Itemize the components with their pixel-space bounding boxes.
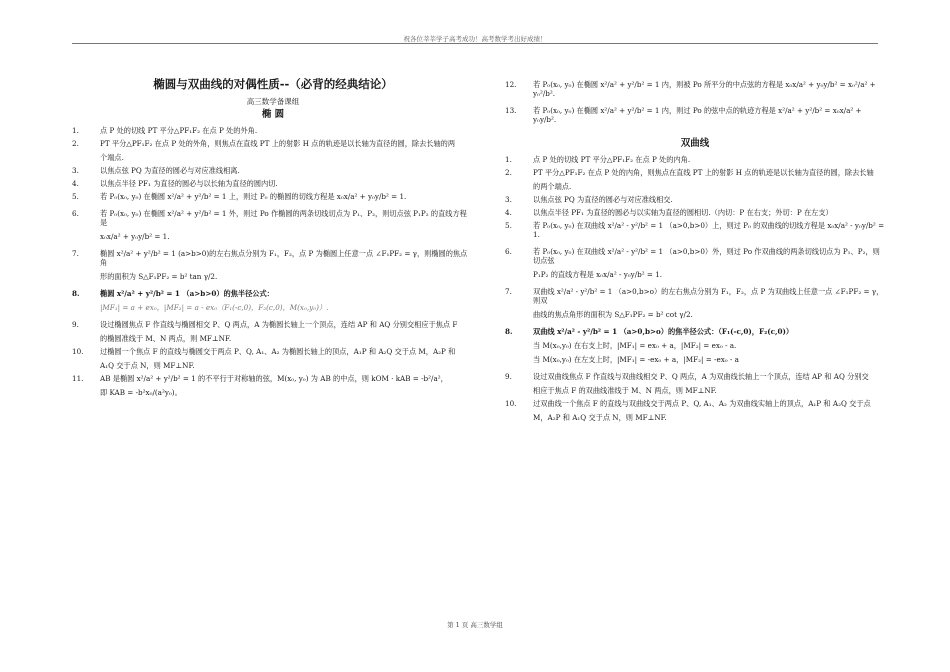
item-text: PT 平分△PF₁F₂ 在点 P 处的内角，则焦点在直线 PT 上的射影 H 点的轨迹是以长轴为直径的圆，除去长轴 <box>533 167 874 177</box>
item-text: 设过双曲线焦点 F 作直线与双曲线相交 P、Q 两点，A 为双曲线长轴上一个顶点，连结 AP 和 AQ 分别交 <box>533 371 869 381</box>
item-number: 8. <box>72 288 80 298</box>
item-text: P₁P₂ 的直线方程是 x₀x/a² - y₀y/b² = 1. <box>533 269 663 279</box>
ellipse-item-3 <box>72 166 474 175</box>
item-number: 1. <box>505 154 512 164</box>
left-column <box>72 77 474 405</box>
item-number: 11. <box>72 373 84 383</box>
item-text: 若 P₀(x₀, y₀) 在椭圆 x²/a² + y²/b² = 1 外，则过 Po 作椭圆的两条切线切点为 P₁、P₂，则切点弦 P₁P₂ 的直线方程是 <box>100 208 467 227</box>
ellipse-item-12 <box>505 80 885 98</box>
item-number: 6. <box>72 208 79 218</box>
item-text: 曲线的焦点角形的面积为 S△F₁PF₂ = b² cot γ/2. <box>533 309 693 319</box>
ellipse-item-2 <box>72 139 474 162</box>
hyperbola-item-4 <box>505 208 885 217</box>
item-text: 以焦点半径 PF₁ 为直径的圆必与以长轴为直径的圆内切. <box>100 178 278 188</box>
item-number: 12. <box>505 80 517 89</box>
item-text: 双曲线 x²/a² - y²/b² = 1 （a>0,b>o）的左右焦点分别为 F₁，F₂，点 P 为双曲线上任意一点 ∠F₁PF₂ = γ，则双 <box>533 286 884 305</box>
item-number: 4. <box>72 178 79 188</box>
item-text: 椭圆 x²/a² + y²/b² = 1 （a>b>0）的焦半径公式： <box>100 288 274 298</box>
item-text: AB 是椭圆 x²/a² + y²/b² = 1 的不平行于对称轴的弦，M(x₀, y₀) 为 AB 的中点，则 kOM · kAB = -b²/a²， <box>100 373 448 383</box>
hyperbola-item-10 <box>505 399 885 422</box>
ellipse-section-title: 椭 圆 <box>261 108 285 120</box>
item-number: 9. <box>72 319 79 329</box>
item-text: 设过椭圆焦点 F 作直线与椭圆相交 P、Q 两点，A 为椭圆长轴上一个顶点，连结 AP 和 AQ 分别交相应于焦点 F <box>100 319 458 329</box>
item-text: 双曲线 x²/a² - y²/b² = 1 （a>0,b>o）的焦半径公式：（F₁(-c,0)，F₂(c,0)） <box>533 326 794 336</box>
item-text: PT 平分△PF₁F₂ 在点 P 处的外角，则焦点在直线 PT 上的射影 H 点的轨迹是以长轴为直径的圆，除去长轴的两 <box>100 138 456 148</box>
item-text: 的椭圆准线于 M、N 两点，则 MF⊥NF. <box>100 333 232 343</box>
item-text: 当 M(x₀,y₀) 在右支上时，|MF₁| = ex₀ + a，|MF₂| = ex₀ - a. <box>533 340 737 350</box>
ellipse-item-7 <box>72 249 474 281</box>
item-text: 形的面积为 S△F₁PF₂ = b² tan γ/2. <box>100 271 218 281</box>
item-text: 点 P 处的切线 PT 平分△PF₁F₂ 在点 P 处的外角. <box>100 125 258 135</box>
item-text: 即 KAB = -b²x₀/(a²y₀)。 <box>100 387 182 397</box>
item-number: 9. <box>505 371 512 381</box>
item-number: 10. <box>505 398 517 408</box>
right-column <box>505 80 885 426</box>
header-rule <box>72 43 878 44</box>
item-text: 过椭圆一个焦点 F 的直线与椭圆交于两点 P、Q, A₁、A₂ 为椭圆长轴上的顶点，A₁P 和 A₂Q 交于点 M，A₂P 和 <box>100 346 456 356</box>
item-text: 个端点. <box>100 152 124 162</box>
item-number: 5. <box>72 191 79 201</box>
item-text: A₁Q 交于点 N，则 MF⊥NF. <box>100 360 195 370</box>
hyperbola-item-5 <box>505 221 885 239</box>
item-number: 5. <box>505 220 512 230</box>
item-text: M，A₂P 和 A₁Q 交于点 N，则 MF⊥NF. <box>533 412 667 422</box>
ellipse-item-1 <box>72 126 474 135</box>
ellipse-item-4 <box>72 179 474 188</box>
hyperbola-item-6 <box>505 247 885 279</box>
item-number: 3. <box>505 194 512 204</box>
item-text: 椭圆 x²/a² + y²/b² = 1 (a>b>0)的左右焦点分别为 F₁，F₂，点 P 为椭圆上任意一点 ∠F₁PF₂ = γ，则椭圆的焦点角 <box>100 248 468 267</box>
hyperbola-item-3 <box>505 195 885 204</box>
item-number: 4. <box>505 207 512 217</box>
item-text: 以焦点半径 PF₁ 为直径的圆必与以实轴为直径的圆相切.（内切：P 在右支；外切：P 在左支） <box>533 207 833 217</box>
item-number: 13. <box>505 106 517 115</box>
hyperbola-item-2 <box>505 168 885 191</box>
item-text: 若 P₀(x₀, y₀) 在椭圆 x²/a² + y²/b² = 1 上，则过 P₀ 的椭圆的切线方程是 x₀x/a² + y₀y/b² = 1. <box>100 191 407 201</box>
item-number: 6. <box>505 246 512 256</box>
item-number: 3. <box>72 165 79 175</box>
ellipse-item-13 <box>505 106 885 124</box>
item-text: 过双曲线一个焦点 F 的直线与双曲线交于两点 P、Q, A₁、A₂ 为双曲线实轴上的顶点，A₁P 和 A₂Q 交于点 <box>533 398 871 408</box>
item-number: 7. <box>505 286 512 296</box>
item-text: 若 P₀(x₀, y₀) 在双曲线 x²/a² - y²/b² = 1 （a>0,b>0）上，则过 P₀ 的双曲线的切线方程是 x₀x/a² - y₀y/b² = 1. <box>533 220 885 239</box>
item-text: x₀x/a² + y₀y/b² = 1. <box>100 231 170 241</box>
item-number: 2. <box>72 138 79 148</box>
item-number: 8. <box>505 326 513 336</box>
header-note: 祝各位莘莘学子高考成功！高考数学考出好成绩！ <box>403 35 547 43</box>
item-text: 当 M(x₀,y₀) 在左支上时，|MF₁| = -ex₀ + a，|MF₂| = -ex₀ - a <box>533 354 739 364</box>
document-title: 椭圆与双曲线的对偶性质--（必背的经典结论） <box>153 77 393 91</box>
item-text: 点 P 处的切线 PT 平分△PF₁F₂ 在点 P 处的内角. <box>533 154 691 164</box>
ellipse-item-10 <box>72 347 474 370</box>
item-number: 2. <box>505 167 512 177</box>
ellipse-item-8 <box>72 289 474 312</box>
ellipse-item-5 <box>72 192 474 201</box>
hyperbola-item-9 <box>505 372 885 395</box>
hyperbola-item-8 <box>505 327 885 364</box>
item-text: 的两个端点. <box>533 181 572 191</box>
hyperbola-item-1 <box>505 155 885 164</box>
item-formula: |MF₁| = a + ex₀，|MF₂| = a - ex₀（F₁(-c,0)，F₂(c,0)，M(x₀,y₀)）. <box>100 302 329 312</box>
item-number: 7. <box>72 248 79 258</box>
ellipse-item-11 <box>72 374 474 397</box>
item-text: 若 P₀(x₀, y₀) 在椭圆 x²/a² + y²/b² = 1 内，则被 Po 所平分的中点弦的方程是 x₀x/a² + y₀y/b² = x₀²/a² + y₀²/b². <box>533 80 876 98</box>
hyperbola-section-title: 双曲线 <box>680 138 710 149</box>
item-text: 若 P₀(x₀, y₀) 在椭圆 x²/a² + y²/b² = 1 内，则过 Po 的弦中点的轨迹方程是 x²/a² + y²/b² = x₀x/a² + y₀y/b². <box>533 106 862 124</box>
ellipse-item-9 <box>72 320 474 343</box>
item-number: 1. <box>72 125 79 135</box>
item-text: 若 P₀(x₀, y₀) 在双曲线 x²/a² - y²/b² = 1 （a>0,b>0）外，则过 Po 作双曲线的两条切线切点为 P₁、P₂，则切点弦 <box>533 246 880 265</box>
ellipse-item-6 <box>72 209 474 241</box>
item-text: 以焦点弦 PQ 为直径的圆必与对应准线相交. <box>533 194 673 204</box>
hyperbola-item-7 <box>505 287 885 319</box>
item-number: 10. <box>72 346 84 356</box>
item-text: 以焦点弦 PQ 为直径的圆必与对应准线相离. <box>100 165 240 175</box>
page-footer: 第 1 页 高三数学组 <box>447 621 503 629</box>
document-subtitle: 高三数学备课组 <box>246 97 300 107</box>
item-text: 相应于焦点 F 的双曲线准线于 M、N 两点，则 MF⊥NF. <box>533 385 717 395</box>
